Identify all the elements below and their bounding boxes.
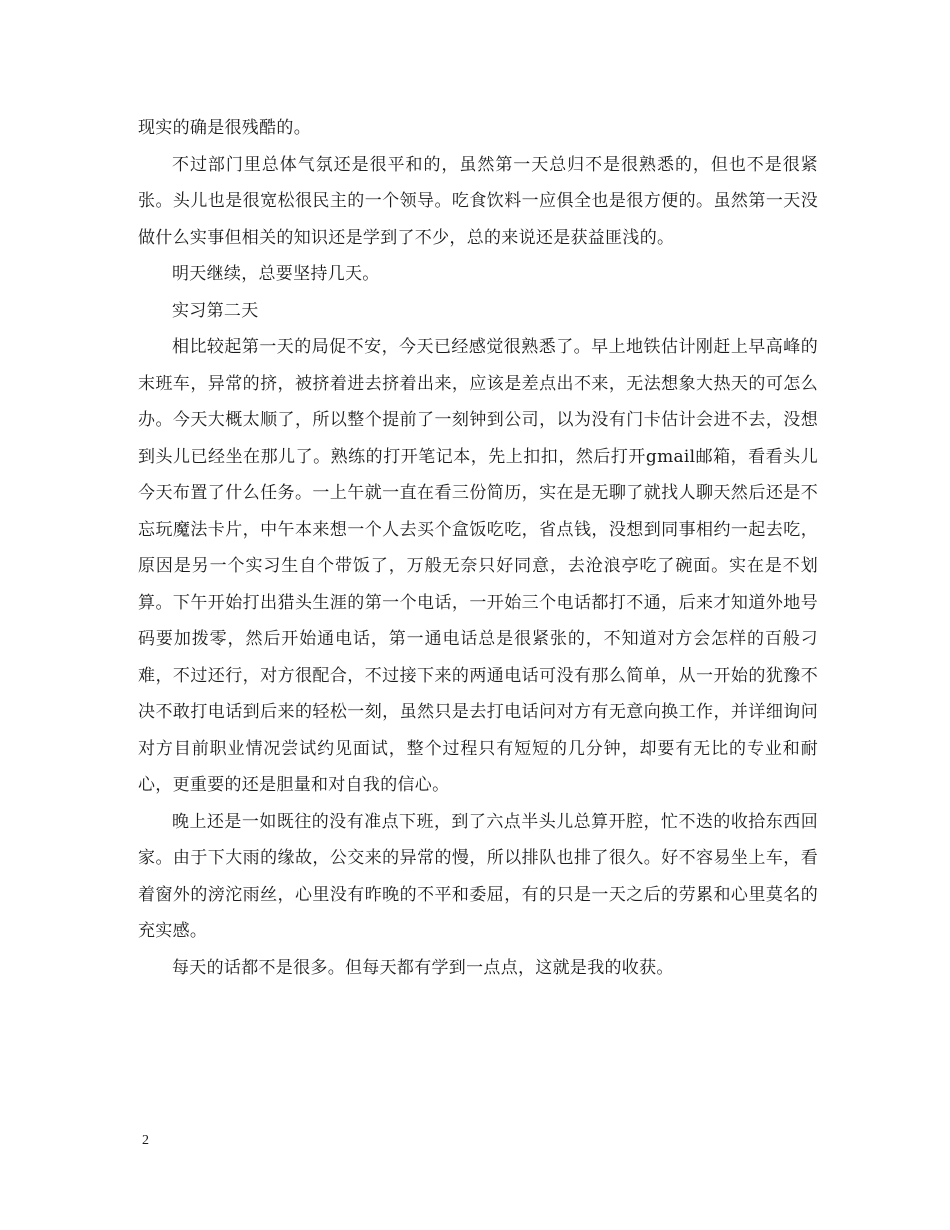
paragraph-5: 相比较起第一天的局促不安，今天已经感觉很熟悉了。早上地铁估计刚赶上早高峰的末班车，异常的挤，被挤着进去挤着出来，应该是差点出不来，无法想象大热天的可怎么办。今天大概太顺了，所以整个提前了一刻钟到公司，以为没有门卡估计会进不去，没想到头儿已经坐在那儿了。熟练的打开笔记本，先上扣扣，然后打开gmail邮箱，看看头儿今天布置了什么任务。一上午就一直在看三份简历，实在是无聊了就找人聊天然后还是不忘玩魔法卡片，中午本来想一个人去买个盒饭吃吃，省点钱，没想到同事相约一起去吃，原因是另一个实习生自个带饭了，万般无奈只好同意，去沧浪亭吃了碗面。实在是不划算。下午开始打出猎头生涯的第一个电话，一开始三个电话都打不通，后来才知道外地号码要加拨零，然后开始通电话，第一通电话总是很紧张的，不知道对方会怎样的百般刁难，不过还行，对方很配合，不过接下来的两通电话可没有那么简单，从一开始的犹豫不决不敢打电话到后来的轻松一刻，虽然只是去打电话问对方有无意向换工作，并详细询问对方目前职业情况尝试约见面试，整个过程只有短短的几分钟，却要有无比的专业和耐心，更重要的还是胆量和对自我的信心。 <box>138 337 818 795</box>
page-number: 2 <box>142 1133 149 1148</box>
paragraph-1: 现实的确是很残酷的。 <box>138 118 311 138</box>
section-heading-day-two: 实习第二天 <box>172 300 259 321</box>
paragraph-3: 明天继续，总要坚持几天。 <box>172 264 380 284</box>
paragraph-6: 晚上还是一如既往的没有准点下班，到了六点半头儿总算开腔，忙不迭的收拾东西回家。由于下大雨的缘故，公交来的异常的慢，所以排队也排了很久。好不容易坐上车，看着窗外的滂沱雨丝，心里没有昨晚的不平和委屈，有的只是一天之后的劳累和心里莫名的充实感。 <box>138 811 818 941</box>
document-body <box>138 110 818 986</box>
paragraph-2: 不过部门里总体气氛还是很平和的，虽然第一天总归不是很熟悉的，但也不是很紧张。头儿也是很宽松很民主的一个领导。吃食饮料一应俱全也是很方便的。虽然第一天没做什么实事但相关的知识还是学到了不少，总的来说还是获益匪浅的。 <box>138 154 818 248</box>
paragraph-7: 每天的话都不是很多。但每天都有学到一点点，这就是我的收获。 <box>172 957 674 978</box>
